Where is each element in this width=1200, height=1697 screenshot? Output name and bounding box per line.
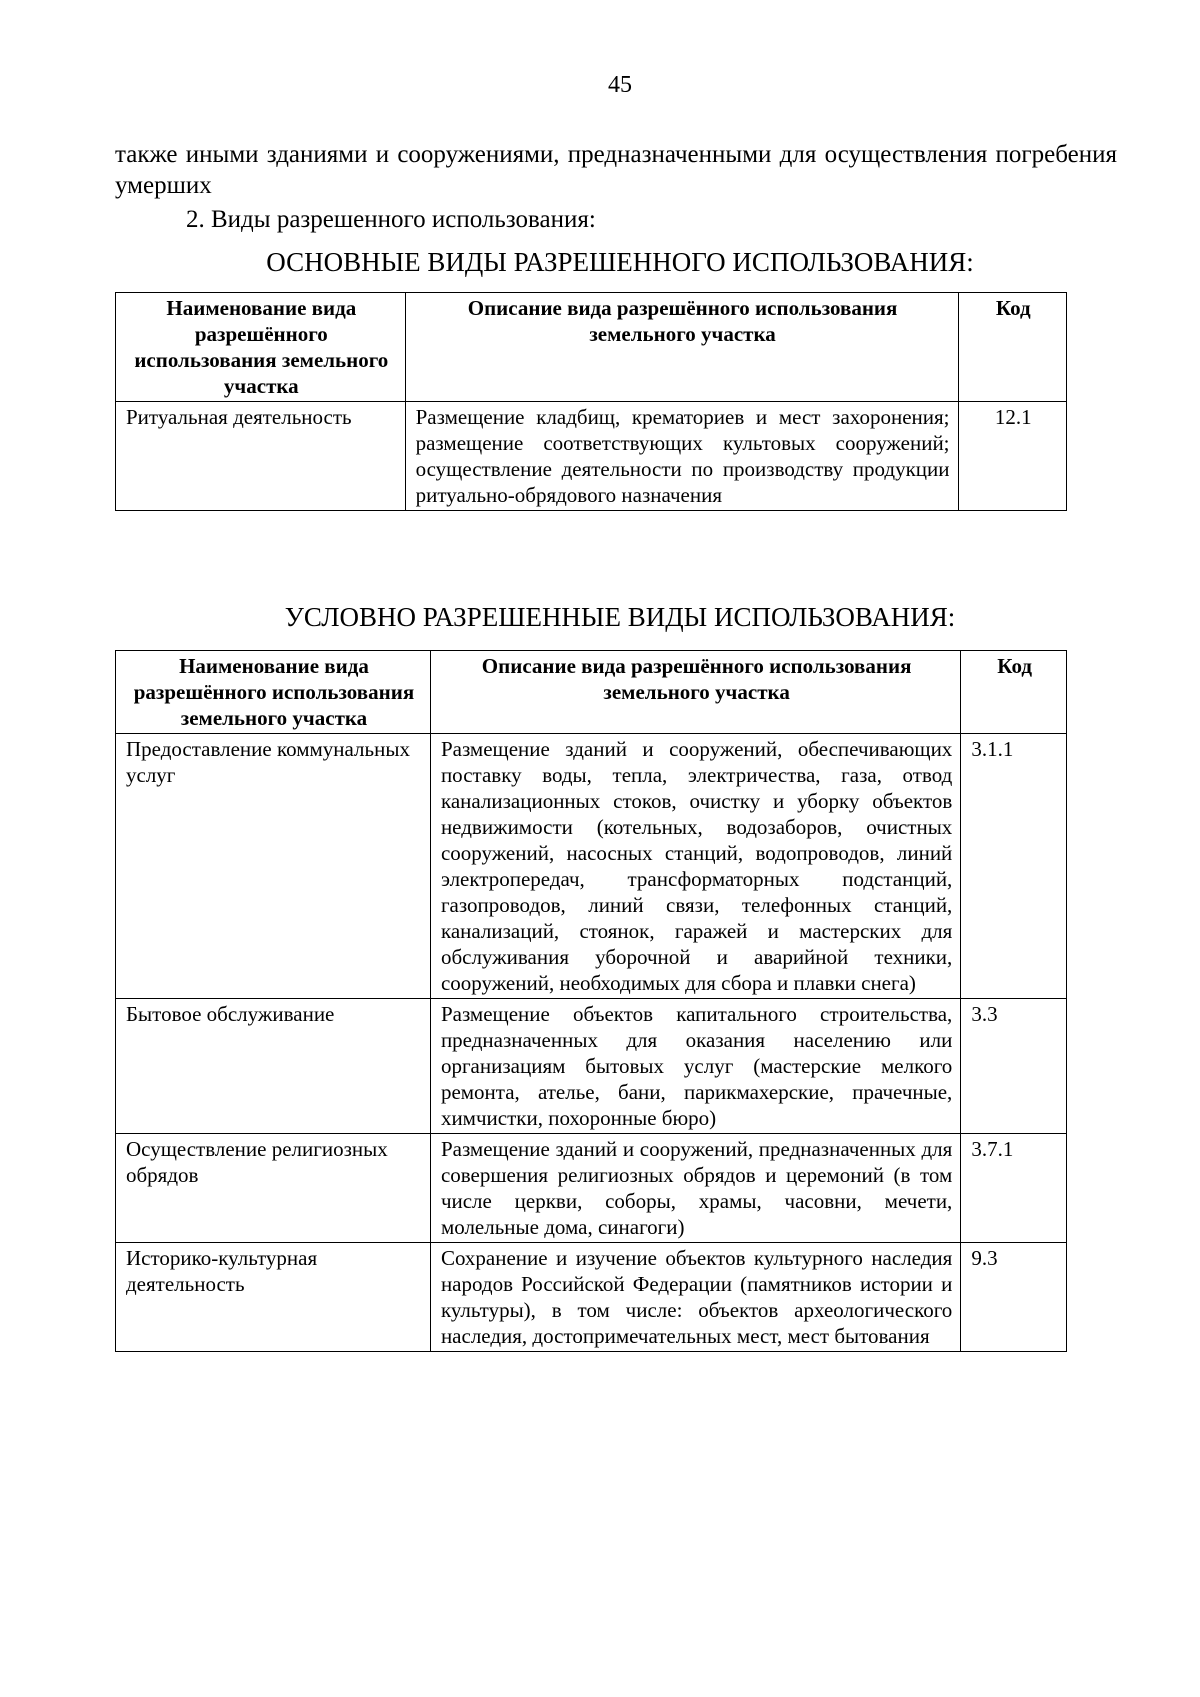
table-row <box>116 999 1067 1134</box>
row-code: 12.1 <box>958 402 1066 511</box>
header-code: Код <box>961 651 1067 734</box>
row-code: 3.3 <box>961 999 1067 1134</box>
table-header-row <box>116 293 1067 402</box>
table-row <box>116 402 1067 511</box>
row-code: 3.1.1 <box>961 734 1067 999</box>
header-name: Наименование вида разрешённого использования земельного участка <box>116 293 406 402</box>
main-section-title: ОСНОВНЫЕ ВИДЫ РАЗРЕШЕННОГО ИСПОЛЬЗОВАНИЯ: <box>266 247 974 277</box>
row-description: Размещение кладбищ, крематориев и мест захоронения; размещение соответствующих культовых сооружений; осуществление деятельности по производству продукции ритуально-обрядового назначения <box>405 402 958 511</box>
row-code: 3.7.1 <box>961 1134 1067 1243</box>
conditional-uses-table <box>115 650 1067 1352</box>
header-name: Наименование вида разрешённого использования земельного участка <box>116 651 431 734</box>
header-description: Описание вида разрешённого использования земельного участка <box>405 293 958 402</box>
row-name: Ритуальная деятельность <box>116 402 406 511</box>
row-name: Предоставление коммунальных услуг <box>116 734 431 999</box>
row-description: Размещение зданий и сооружений, предназначенных для совершения религиозных обрядов и церемоний (в том числе церкви, соборы, храмы, часовни, мечети, молельные дома, синагоги) <box>430 1134 960 1243</box>
continuation-paragraph: также иными зданиями и сооружениями, предназначенными для осуществления погребения умерших <box>115 141 1117 199</box>
row-code: 9.3 <box>961 1243 1067 1352</box>
table-header-row <box>116 651 1067 734</box>
row-description: Размещение объектов капитального строительства, предназначенных для оказания населению или организациям бытовых услуг (мастерские мелкого ремонта, ателье, бани, парикмахерские, прачечные, химчистки, похоронные бюро) <box>430 999 960 1134</box>
item-2-paragraph: 2. Виды разрешенного использования: <box>186 206 596 233</box>
table-row <box>116 734 1067 999</box>
conditional-section-title: УСЛОВНО РАЗРЕШЕННЫЕ ВИДЫ ИСПОЛЬЗОВАНИЯ: <box>284 602 956 632</box>
row-description: Размещение зданий и сооружений, обеспечивающих поставку воды, тепла, электричества, газа, отвод канализационных стоков, очистку и уборку объектов недвижимости (котельных, водозаборов, очистных сооружений, насосных станций, водопроводов, линий электропередач, трансформаторных подстанций, газопроводов, линий связи, телефонных станций, канализаций, стоянок, гаражей и мастерских для обслуживания уборочной и аварийной техники, сооружений, необходимых для сбора и плавки снега) <box>430 734 960 999</box>
main-uses-table <box>115 292 1067 511</box>
row-name: Бытовое обслуживание <box>116 999 431 1134</box>
header-description: Описание вида разрешённого использования земельного участка <box>430 651 960 734</box>
row-name: Историко-культурная деятельность <box>116 1243 431 1352</box>
table-row <box>116 1243 1067 1352</box>
row-description: Сохранение и изучение объектов культурного наследия народов Российской Федерации (памятников истории и культуры), в том числе: объектов археологического наследия, достопримечательных мест, мест бытования <box>430 1243 960 1352</box>
header-code: Код <box>958 293 1066 402</box>
table-row <box>116 1134 1067 1243</box>
row-name: Осуществление религиозных обрядов <box>116 1134 431 1243</box>
page-number: 45 <box>608 72 632 98</box>
